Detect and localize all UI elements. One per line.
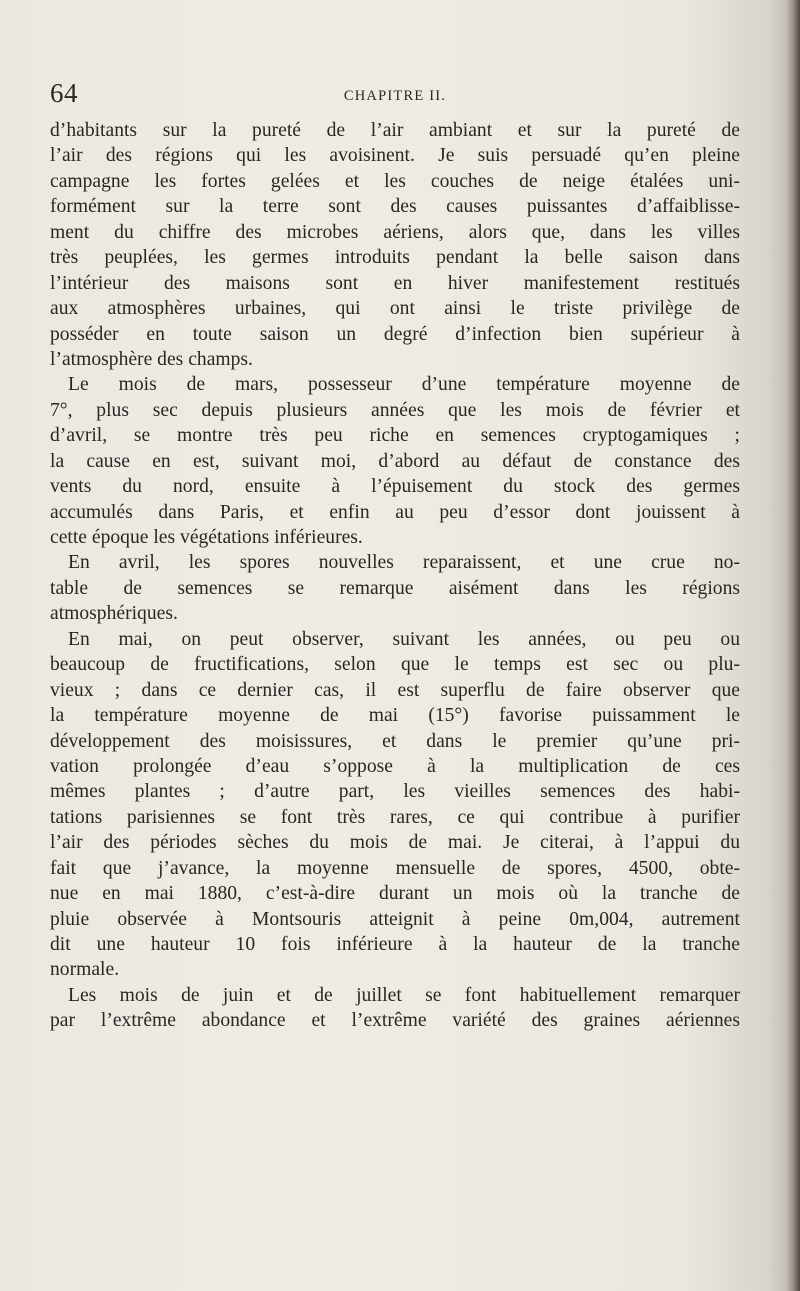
text-line: tations parisiennes se font très rares, ce qui contribue à purifier — [50, 806, 740, 828]
text-line: vents du nord, ensuite à l’épuisement du stock des germes — [50, 476, 740, 498]
text-line: l’air des régions qui les avoisinent. Je suis persuadé qu’en pleine — [50, 145, 740, 167]
text-line: Les mois de juin et de juillet se font habituellement remarquer — [68, 984, 740, 1006]
text-line: cette époque les végétations inférieures. — [50, 527, 363, 548]
text-line: l’air des périodes sèches du mois de mai. Je citerai, à l’appui du — [50, 832, 740, 854]
text-line: d’avril, se montre très peu riche en semences cryptogamiques ; — [50, 425, 740, 447]
text-line: fait que j’avance, la moyenne mensuelle de spores, 4500, obte- — [50, 857, 740, 879]
text-line: accumulés dans Paris, et enfin au peu d’essor dont jouissent à — [50, 501, 740, 523]
text-line: la cause en est, suivant moi, d’abord au défaut de constance des — [50, 450, 740, 472]
page-header — [50, 78, 740, 114]
text-line: Le mois de mars, possesseur d’une température moyenne de — [68, 374, 740, 396]
running-head: CHAPITRE II. — [343, 88, 447, 104]
text-line: formément sur la terre sont des causes puissantes d’affaiblisse- — [50, 196, 740, 218]
text-line: d’habitants sur la pureté de l’air ambiant et sur la pureté de — [50, 120, 740, 141]
page-number: 64 — [50, 78, 78, 108]
text-line: 7°, plus sec depuis plusieurs années que les mois de février et — [50, 399, 740, 421]
text-line: pluie observée à Montsouris atteignit à peine 0m,004, autrement — [50, 908, 740, 930]
text-line: vieux ; dans ce dernier cas, il est superflu de faire observer que — [50, 679, 740, 701]
text-line: l’atmosphère des champs. — [50, 348, 253, 370]
text-line: campagne les fortes gelées et les couches de neige étalées uni- — [50, 170, 740, 192]
body-text — [50, 118, 740, 1034]
text-line: développement des moisissures, et dans le premier qu’une pri- — [50, 730, 740, 752]
text-line: nue en mai 1880, c’est-à-dire durant un mois où la tranche de — [50, 883, 740, 905]
text-line: très peuplées, les germes introduits pendant la belle saison dans — [50, 247, 740, 269]
text-line: vation prolongée d’eau s’oppose à la multiplication de ces — [50, 755, 740, 777]
page-edge-shadow — [786, 0, 800, 1291]
text-line: En avril, les spores nouvelles reparaissent, et une crue no- — [68, 552, 740, 574]
text-line: normale. — [50, 959, 120, 981]
text-line: par l’extrême abondance et l’extrême variété des graines aériennes — [50, 1010, 740, 1032]
text-line: l’intérieur des maisons sont en hiver manifestement restitués — [50, 272, 740, 294]
text-line: atmosphériques. — [50, 603, 178, 625]
text-line: dit une hauteur 10 fois inférieure à la hauteur de la tranche — [50, 934, 740, 955]
text-line: la température moyenne de mai (15°) favorise puissamment le — [50, 705, 740, 727]
text-line: aux atmosphères urbaines, qui ont ainsi le triste privilège de — [50, 298, 740, 320]
text-line: table de semences se remarque aisément dans les régions — [50, 577, 740, 599]
text-line: beaucoup de fructifications, selon que le temps est sec ou plu- — [50, 654, 740, 676]
text-line: ment du chiffre des microbes aériens, alors que, dans les villes — [50, 221, 740, 243]
text-line: posséder en toute saison un degré d’infection bien supérieur à — [50, 323, 740, 345]
text-line: En mai, on peut observer, suivant les années, ou peu ou — [68, 628, 740, 650]
text-line: mêmes plantes ; d’autre part, les vieilles semences des habi- — [50, 781, 740, 803]
